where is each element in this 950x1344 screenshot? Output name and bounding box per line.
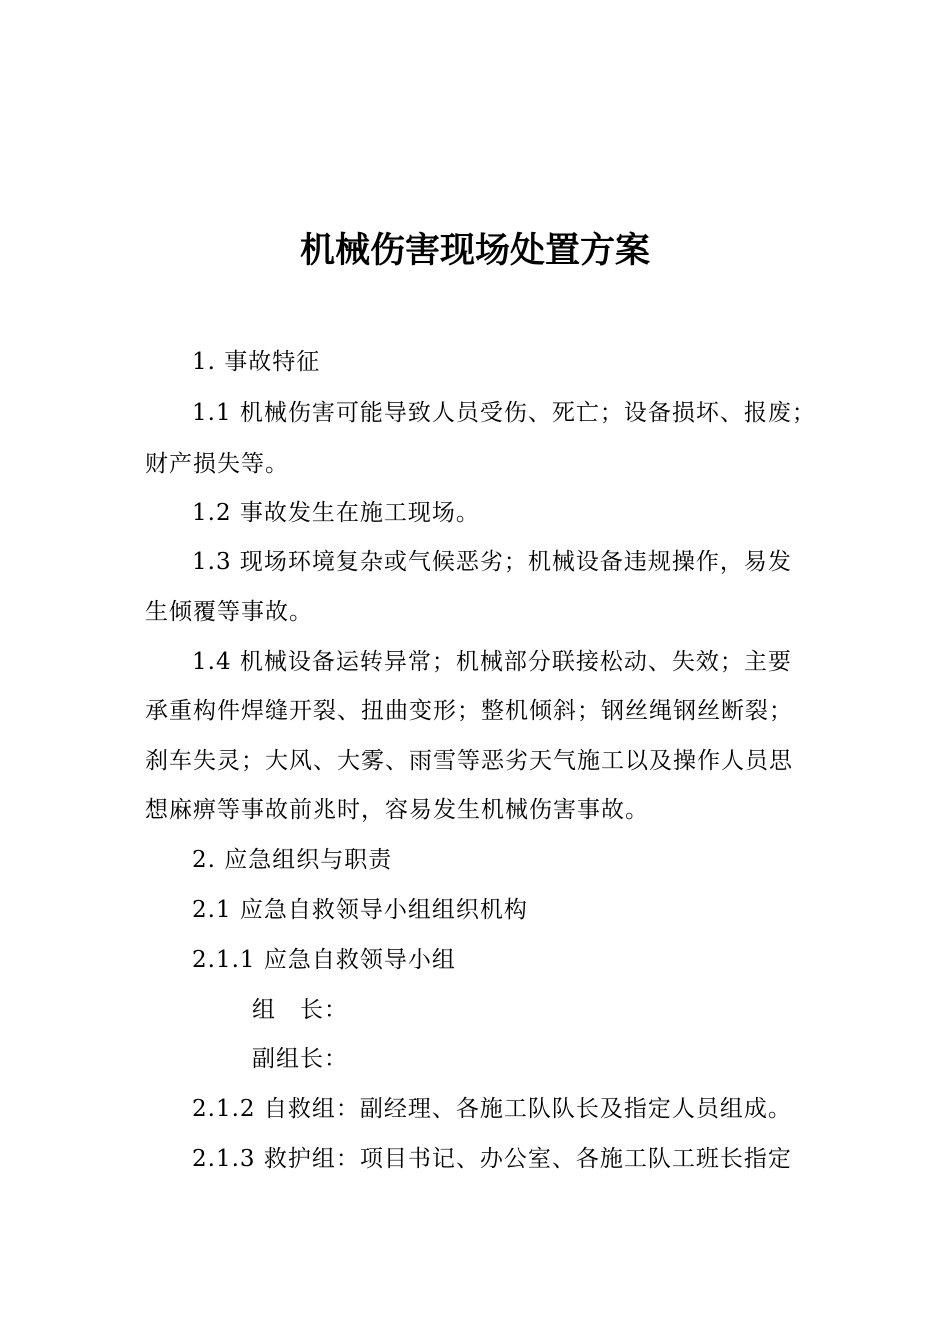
paragraph-line: 1.4 机械设备运转异常；机械部分联接松动、失效；主要 [192,649,792,675]
paragraph-line: 刹车失灵；大风、大雾、雨雪等恶劣天气施工以及操作人员思 [145,748,793,774]
subsection-heading: 2.1 应急自救领导小组组织机构 [192,897,528,923]
subsection-heading: 2.1.1 应急自救领导小组 [192,947,456,973]
paragraph-line: 财产损失等。 [145,451,289,477]
paragraph-line: 想麻痹等事故前兆时，容易发生机械伤害事故。 [145,797,649,823]
paragraph-line: 生倾覆等事故。 [145,599,313,625]
document-title: 机械伤害现场处置方案 [299,230,650,271]
section-heading: 2. 应急组织与职责 [192,847,393,873]
role-line: 副组长： [252,1046,348,1072]
section-heading: 1. 事故特征 [192,349,321,375]
paragraph-line: 承重构件焊缝开裂、扭曲变形；整机倾斜；钢丝绳钢丝断裂； [145,698,793,724]
paragraph-line: 2.1.2 自救组：副经理、各施工队队长及指定人员组成。 [192,1096,792,1122]
paragraph-line: 2.1.3 救护组：项目书记、办公室、各施工队工班长指定 [192,1146,792,1172]
paragraph-line: 1.3 现场环境复杂或气候恶劣；机械设备违规操作，易发 [192,549,792,575]
paragraph-line: 1.2 事故发生在施工现场。 [192,500,480,526]
paragraph-line: 1.1 机械伤害可能导致人员受伤、死亡；设备损坏、报废； [192,400,816,426]
role-line: 组 长： [252,997,348,1023]
